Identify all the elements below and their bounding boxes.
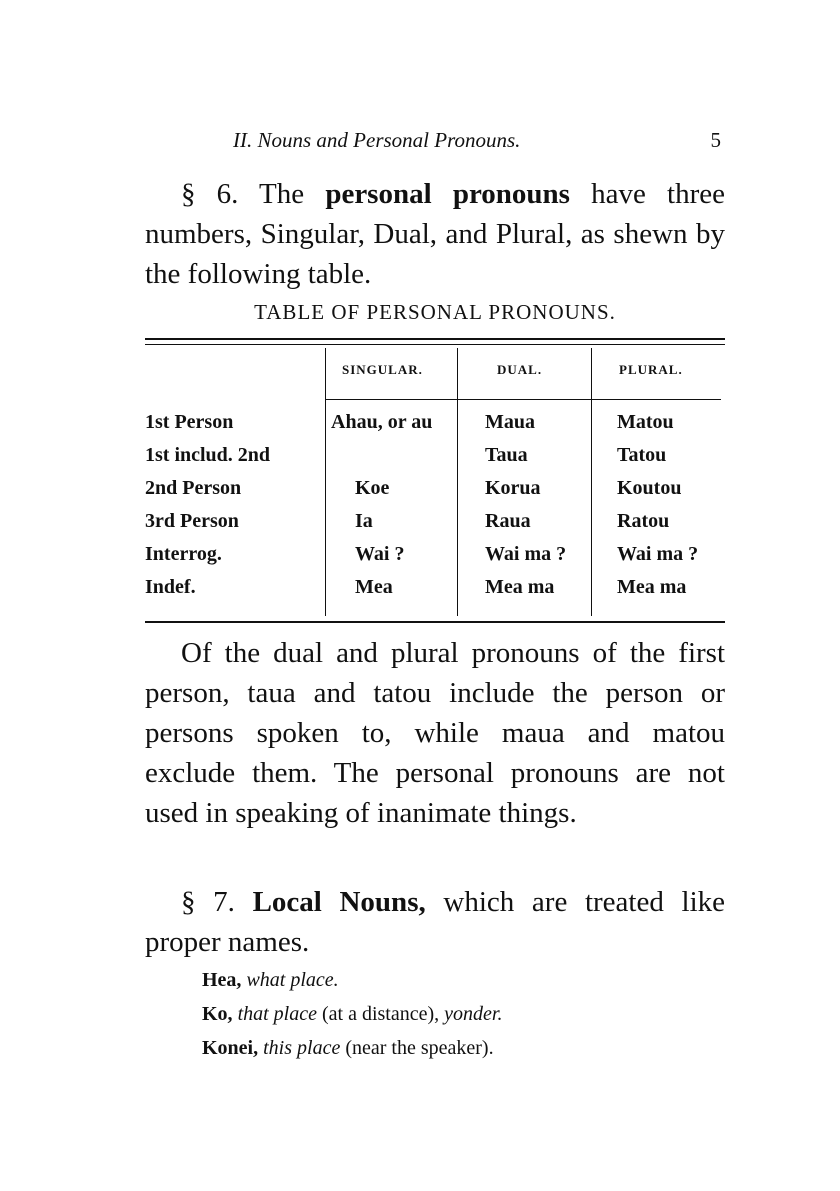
table-row xyxy=(145,510,725,543)
pronoun-table xyxy=(145,345,725,621)
example-gloss: this place xyxy=(263,1037,341,1059)
column-header-singular: SINGULAR. xyxy=(342,362,423,377)
section-7-paragraph xyxy=(145,882,725,962)
column-header-dual: DUAL. xyxy=(497,362,543,377)
chapter-title: II. Nouns and Personal Pronouns. xyxy=(233,128,521,152)
section-6-text: have three numbers, Singular, Dual, and Plural, as shewn by the following table. xyxy=(145,178,726,290)
cell-dual: Mea ma xyxy=(485,576,555,598)
section-7-text: which are treated like proper names. xyxy=(145,886,725,958)
example-word: Konei, xyxy=(202,1037,259,1059)
cell-plural: Matou xyxy=(617,411,674,433)
cell-dual: Maua xyxy=(485,411,535,433)
row-label: 1st includ. 2nd xyxy=(145,444,271,466)
header-underline xyxy=(457,399,591,400)
table-title: TABLE OF PERSONAL PRONOUNS. xyxy=(254,300,616,324)
example-note: (at a distance), xyxy=(322,1003,440,1025)
local-noun-examples xyxy=(202,963,725,1065)
example-line xyxy=(202,963,725,997)
example-gloss: what place. xyxy=(246,969,339,991)
example-note: (near the speaker). xyxy=(345,1037,494,1059)
table-row xyxy=(145,576,725,609)
cell-plural: Ratou xyxy=(617,510,670,532)
table-top-rule xyxy=(145,338,725,340)
cell-dual: Raua xyxy=(485,510,531,532)
cell-dual: Taua xyxy=(485,444,528,466)
example-gloss-2: yonder. xyxy=(444,1003,503,1025)
row-label: Indef. xyxy=(145,576,196,598)
cell-dual: Wai ma ? xyxy=(485,543,567,565)
table-row xyxy=(145,444,725,477)
example-word: Hea, xyxy=(202,969,242,991)
row-label: 1st Person xyxy=(145,411,234,433)
cell-plural: Tatou xyxy=(617,444,667,466)
row-label: Interrog. xyxy=(145,543,222,565)
example-line xyxy=(202,1031,725,1065)
table-bottom-rule xyxy=(145,621,725,623)
header-underline xyxy=(325,399,457,400)
cell-singular: Wai ? xyxy=(355,543,405,565)
column-header-plural: PLURAL. xyxy=(619,362,683,377)
cell-singular: Ahau, or au xyxy=(331,411,433,433)
cell-plural: Mea ma xyxy=(617,576,687,598)
table-row xyxy=(145,477,725,510)
example-word: Ko, xyxy=(202,1003,233,1025)
example-gloss: that place xyxy=(237,1003,317,1025)
row-label: 3rd Person xyxy=(145,510,239,532)
cell-singular: Ia xyxy=(355,510,373,532)
page-number: 5 xyxy=(710,128,721,152)
pronoun-note-text: Of the dual and plural pronouns of the first person, taua and tatou include the person or persons spoken to, while maua and matou exclude them. The personal pronouns are not used in speaking of inanimate things. xyxy=(145,637,725,829)
section-7-term: Local Nouns, xyxy=(252,886,426,918)
running-head xyxy=(145,128,725,160)
cell-singular: Koe xyxy=(355,477,390,499)
section-6-marker: § 6. The xyxy=(181,178,305,210)
cell-singular: Mea xyxy=(355,576,393,598)
table-row xyxy=(145,411,725,444)
section-6-term: personal pronouns xyxy=(325,178,570,210)
example-line xyxy=(202,997,725,1031)
row-label: 2nd Person xyxy=(145,477,242,499)
cell-dual: Korua xyxy=(485,477,541,499)
section-6-paragraph xyxy=(145,174,725,294)
table-row xyxy=(145,543,725,576)
header-underline xyxy=(591,399,721,400)
cell-plural: Koutou xyxy=(617,477,682,499)
section-7-marker: § 7. xyxy=(181,886,235,918)
cell-plural: Wai ma ? xyxy=(617,543,699,565)
pronoun-note-paragraph xyxy=(145,633,725,833)
